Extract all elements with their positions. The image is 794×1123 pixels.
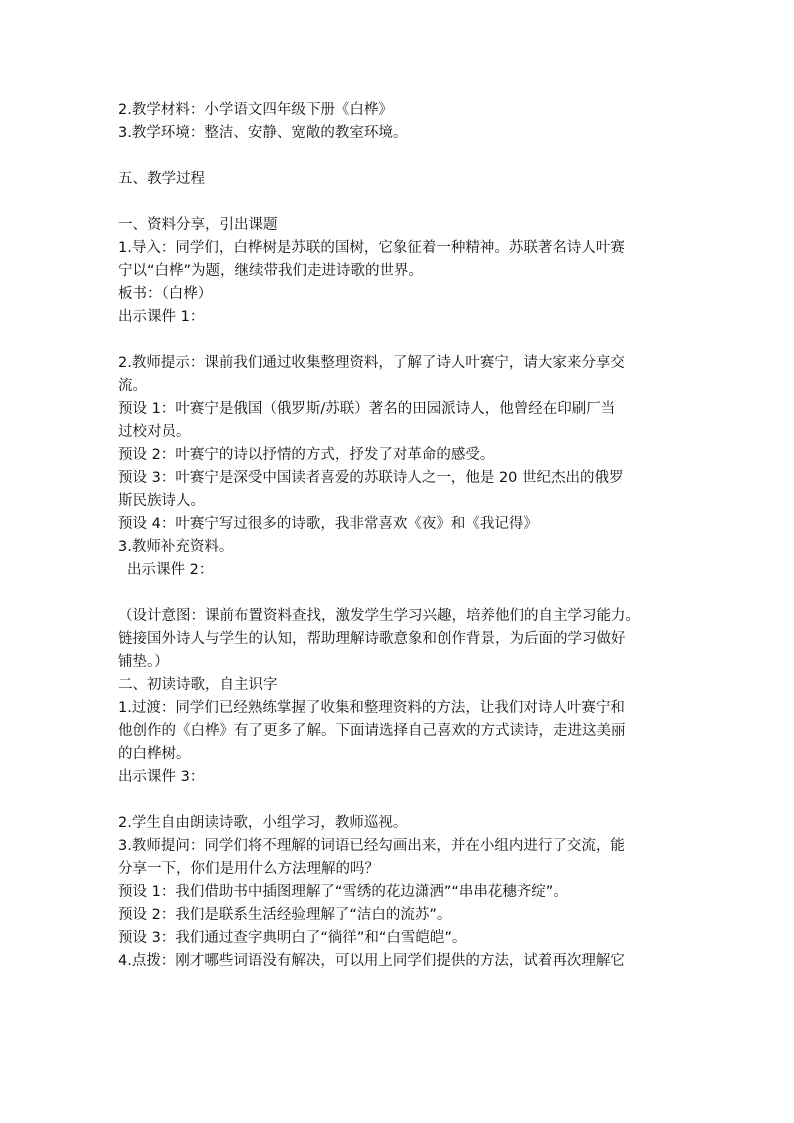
text-line: 预设 3：叶赛宁是深受中国读者喜爱的苏联诗人之一，他是 20 世纪杰出的俄罗: [118, 470, 624, 486]
text-line: （设计意图：课前布置资料查找，激发学生学习兴趣，培养他们的自主学习能力。: [118, 608, 640, 624]
blank-line: [118, 329, 678, 352]
text-line: 出示课件 1：: [118, 309, 205, 325]
text-line: 分享一下，你们是用什么方法理解的吗？: [118, 861, 379, 877]
text-line: 出示课件 3：: [118, 769, 205, 785]
text-line: 1.过渡：同学们已经熟练掌握了收集和整理资料的方法，让我们对诗人叶赛宁和: [118, 700, 625, 716]
blank-line: [118, 145, 678, 168]
text-line: 过校对员。: [118, 424, 191, 440]
text-line: 2.教师提示：课前我们通过收集整理资料，了解了诗人叶赛宁，请大家来分享交: [118, 355, 625, 371]
text-line: 预设 2：我们是联系生活经验理解了“洁白的流苏”。: [118, 907, 452, 923]
text-line: 2.学生自由朗读诗歌，小组学习，教师巡视。: [118, 815, 408, 831]
text-line: 预设 2：叶赛宁的诗以抒情的方式，抒发了对革命的感受。: [118, 447, 495, 463]
blank-line: [118, 789, 678, 812]
text-line: 铺垫。）: [118, 654, 169, 670]
text-line: 3.教师补充资料。: [118, 539, 234, 555]
blank-line: [118, 191, 678, 214]
text-line: 1.导入：同学们，白桦树是苏联的国树，它象征着一种精神。苏联著名诗人叶赛: [118, 240, 625, 256]
text-line: 预设 1：我们借助书中插图理解了“雪绣的花边潇洒”“串串花穗齐绽”。: [118, 884, 568, 900]
text-line: 宁以“白桦”为题，继续带我们走进诗歌的世界。: [118, 263, 424, 279]
text-line: 预设 3：我们通过查字典明白了“徜徉”和“白雪皑皑”。: [118, 930, 467, 946]
text-line: 斯民族诗人。: [118, 493, 205, 509]
text-line: 流。: [118, 378, 147, 394]
text-line: 链接国外诗人与学生的认知，帮助理解诗歌意象和创作背景，为后面的学习做好: [118, 631, 626, 647]
text-line: 的白桦树。: [118, 746, 191, 762]
text-line: 3.教师提问：同学们将不理解的词语已经勾画出来，并在小组内进行了交流，能: [118, 838, 625, 854]
document-body: [118, 99, 678, 973]
text-line: 他创作的《白桦》有了更多了解。下面请选择自己喜欢的方式读诗，走进这美丽: [118, 723, 626, 739]
text-line: 3.教学环境：整洁、安静、宽敞的教室环境。: [118, 125, 408, 141]
text-line: 出示课件 2：: [127, 562, 214, 578]
text-line: 4.点拨：刚才哪些词语没有解决，可以用上同学们提供的方法，试着再次理解它: [118, 953, 625, 969]
text-line: 预设 4：叶赛宁写过很多的诗歌，我非常喜欢《夜》和《我记得》: [118, 516, 538, 532]
subsection-heading: 二、初读诗歌，自主识字: [118, 677, 278, 693]
text-line: 板书：（白桦）: [118, 286, 213, 302]
text-line: 2.教学材料：小学语文四年级下册《白桦》: [118, 102, 393, 118]
blank-line: [118, 582, 678, 605]
subsection-heading: 一、资料分享，引出课题: [118, 217, 278, 233]
section-heading: 五、教学过程: [118, 171, 205, 187]
text-line: 预设 1：叶赛宁是俄国（俄罗斯/苏联）著名的田园派诗人，他曾经在印刷厂当: [118, 401, 616, 417]
